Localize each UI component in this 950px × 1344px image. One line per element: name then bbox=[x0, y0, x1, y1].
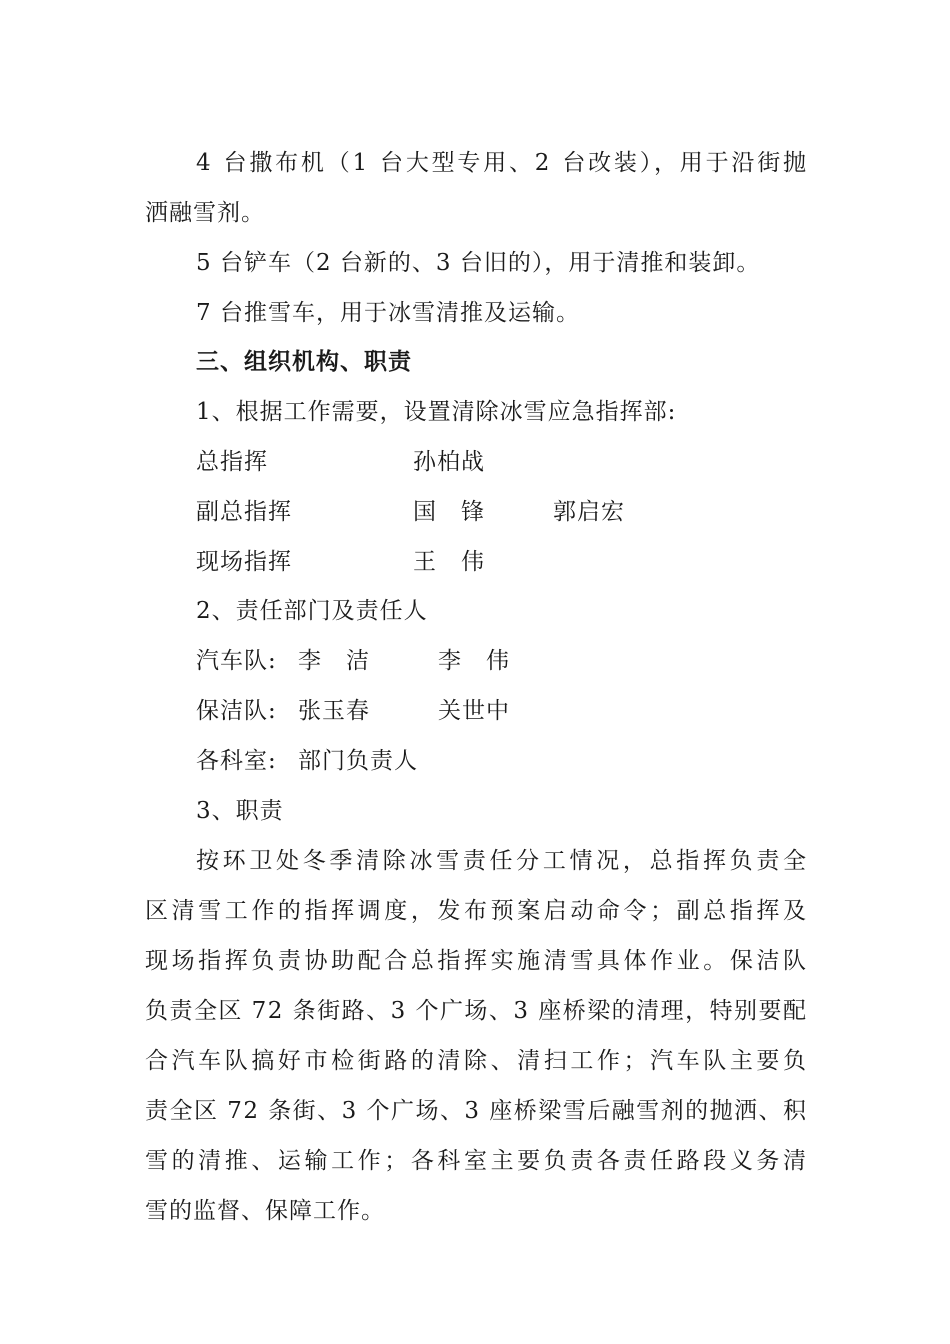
duties-line bbox=[145, 1046, 810, 1076]
duties-intro: 3、职责 bbox=[196, 798, 284, 824]
departments-intro: 2、责任部门及责任人 bbox=[196, 598, 428, 624]
duties-line bbox=[145, 1146, 810, 1176]
department-role: 汽车队: bbox=[196, 648, 277, 674]
duties-line-text: 责全区 72 条街、3 个广场、3 座桥梁雪后融雪剂的抛洒、积 bbox=[145, 1098, 808, 1124]
department-person: 张玉春 bbox=[298, 698, 370, 724]
duties-line-text: 雪的清推、运输工作；各科室主要负责各责任路段义务清 bbox=[145, 1148, 810, 1174]
duties-line bbox=[145, 996, 806, 1026]
duties-line: 雪的监督、保障工作。 bbox=[145, 1198, 385, 1224]
duties-line bbox=[145, 1096, 806, 1126]
command-name: 王 伟 bbox=[413, 549, 485, 575]
spreader-text-line2: 洒融雪剂。 bbox=[145, 200, 265, 226]
command-name: 国 锋 bbox=[413, 499, 485, 525]
command-role: 现场指挥 bbox=[196, 549, 292, 575]
command-name: 郭启宏 bbox=[553, 499, 625, 525]
duties-line-text: 现场指挥负责协助配合总指挥实施清雪具体作业。保洁队 bbox=[145, 948, 810, 974]
department-person: 部门负责人 bbox=[298, 748, 418, 774]
duties-line-text: 区清雪工作的指挥调度，发布预案启动命令；副总指挥及 bbox=[145, 898, 810, 924]
department-person: 李 洁 bbox=[298, 648, 370, 674]
duties-line-text: 合汽车队搞好市检街路的清除、清扫工作；汽车队主要负 bbox=[145, 1048, 810, 1074]
command-role: 副总指挥 bbox=[196, 499, 292, 525]
command-name: 孙柏战 bbox=[413, 449, 485, 475]
spreader-line1-text: 4 台撒布机（1 台大型专用、2 台改装），用于沿街抛 bbox=[196, 150, 809, 176]
duties-line bbox=[145, 946, 810, 976]
duties-line-text: 按环卫处冬季清除冰雪责任分工情况，总指挥负责全 bbox=[196, 848, 810, 874]
plow-text: 7 台推雪车，用于冰雪清推及运输。 bbox=[196, 300, 580, 326]
department-role: 保洁队: bbox=[196, 698, 277, 724]
duties-line-text: 负责全区 72 条街路、3 个广场、3 座桥梁的清理，特别要配 bbox=[145, 998, 808, 1024]
command-role: 总指挥 bbox=[196, 449, 268, 475]
department-person: 李 伟 bbox=[438, 648, 510, 674]
spreader-text-line1 bbox=[196, 148, 809, 178]
department-person: 关世中 bbox=[438, 698, 510, 724]
section-heading: 三、组织机构、职责 bbox=[196, 348, 412, 375]
command-intro: 1、根据工作需要，设置清除冰雪应急指挥部: bbox=[196, 399, 677, 425]
duties-line bbox=[145, 896, 810, 926]
duties-line bbox=[196, 846, 810, 876]
loader-text: 5 台铲车（2 台新的、3 台旧的），用于清推和装卸。 bbox=[196, 250, 761, 276]
department-role: 各科室: bbox=[196, 748, 277, 774]
